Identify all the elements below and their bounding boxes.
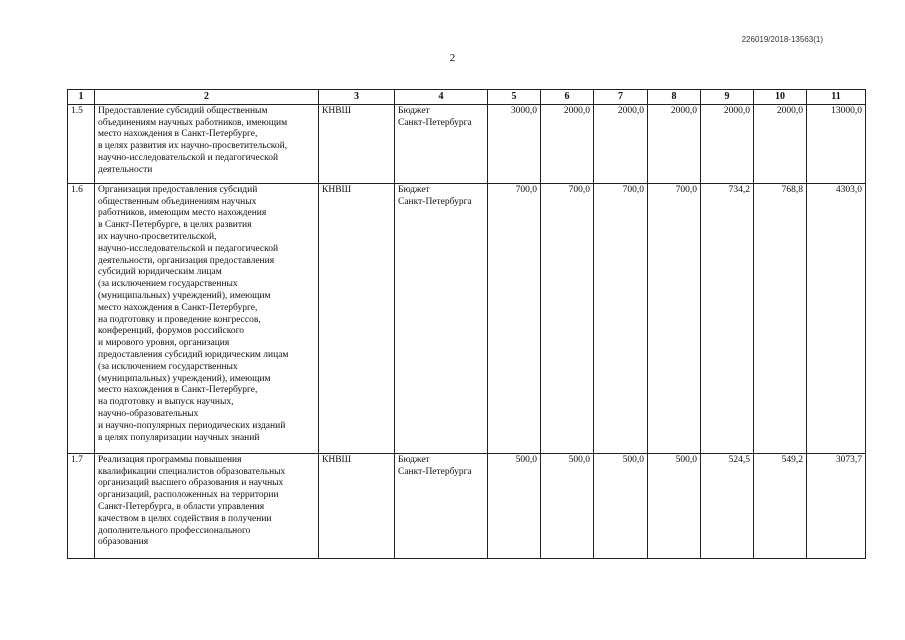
description-line: квалификации специалистов образовательных: [98, 466, 286, 477]
description-line: научно-исследовательской и педагогической: [98, 243, 279, 254]
row-description: [95, 104, 319, 183]
description-line: деятельности: [98, 164, 153, 175]
value-cell: 549,2: [754, 453, 807, 558]
description-line: и мирового уровня, организация: [98, 338, 230, 349]
description-line: их научно-просветительской,: [98, 231, 217, 242]
description-line: в Санкт-Петербурге, в целях развития: [98, 220, 252, 231]
description-line: конференций, форумов российского: [98, 326, 245, 337]
value-cell: 768,8: [754, 183, 807, 453]
table-row: [68, 183, 866, 453]
row-source: [395, 183, 488, 453]
description-line: Организация предоставления субсидий: [98, 184, 258, 195]
description-line: (за исключением государственных: [98, 361, 238, 372]
column-header: 11: [807, 90, 866, 105]
value-cell: 2000,0: [648, 104, 701, 183]
description-line: качеством в целях содействия в получении: [98, 513, 272, 524]
description-line: место нахождения в Санкт-Петербурге,: [98, 302, 258, 313]
description-line: (за исключением государственных: [98, 279, 238, 290]
description-line: работников, имеющим место нахождения: [98, 208, 267, 219]
total-cell: 13000,0: [807, 104, 866, 183]
description-line: (муниципальных) учреждений), имеющим: [98, 290, 271, 301]
row-description: [95, 183, 319, 453]
description-line: предоставления субсидий юридическим лицам: [98, 349, 289, 360]
description-line: в целях развития их научно-просветительской,: [98, 141, 288, 152]
total-cell: 4303,0: [807, 183, 866, 453]
value-cell: 2000,0: [541, 104, 594, 183]
value-cell: 500,0: [541, 453, 594, 558]
description-line: научно-исследовательской и педагогической: [98, 152, 279, 163]
description-line: место нахождения в Санкт-Петербурге,: [98, 385, 258, 396]
description-line: и научно-популярных периодических изданий: [98, 420, 286, 431]
description-line: Предоставление субсидий общественным: [98, 105, 268, 116]
column-header: 10: [754, 90, 807, 105]
column-header: 5: [488, 90, 541, 105]
column-header: 2: [95, 90, 319, 105]
source-line: Санкт-Петербурга: [398, 196, 472, 207]
column-header: 9: [701, 90, 754, 105]
row-executor: КНВШ: [319, 453, 395, 558]
row-executor: КНВШ: [319, 183, 395, 453]
value-cell: 2000,0: [754, 104, 807, 183]
value-cell: 524,5: [701, 453, 754, 558]
column-header: 1: [68, 90, 95, 105]
description-line: организаций, расположенных на территории: [98, 490, 279, 501]
value-cell: 3000,0: [488, 104, 541, 183]
table-row: [68, 104, 866, 183]
row-source: [395, 453, 488, 558]
description-line: организаций высшего образования и научных: [98, 478, 284, 489]
description-line: образования: [98, 537, 149, 548]
column-header: 3: [319, 90, 395, 105]
description-line: на подготовку и выпуск научных,: [98, 397, 234, 408]
description-line: Реализация программы повышения: [98, 454, 242, 465]
source-line: Санкт-Петербурга: [398, 117, 472, 128]
description-line: на подготовку и проведение конгрессов,: [98, 314, 261, 325]
column-header: 8: [648, 90, 701, 105]
value-cell: 700,0: [488, 183, 541, 453]
description-line: Санкт-Петербурга, в области управления: [98, 501, 265, 512]
row-executor: КНВШ: [319, 104, 395, 183]
description-line: общественным объединениям научных: [98, 196, 257, 207]
program-table: [67, 89, 866, 559]
row-description: [95, 453, 319, 558]
value-cell: 2000,0: [701, 104, 754, 183]
description-line: в целях популяризации научных знаний: [98, 432, 260, 443]
row-index: 1.6: [68, 183, 95, 453]
value-cell: 2000,0: [594, 104, 648, 183]
page-number: 2: [449, 52, 456, 64]
table-row: [68, 453, 866, 558]
value-cell: 700,0: [541, 183, 594, 453]
value-cell: 700,0: [648, 183, 701, 453]
value-cell: 500,0: [488, 453, 541, 558]
source-line: Бюджет: [398, 184, 430, 195]
description-line: деятельности, организация предоставления: [98, 255, 275, 266]
source-line: Бюджет: [398, 105, 430, 116]
column-header: 6: [541, 90, 594, 105]
row-index: 1.5: [68, 104, 95, 183]
description-line: научно-образовательных: [98, 408, 199, 419]
total-cell: 3073,7: [807, 453, 866, 558]
value-cell: 734,2: [701, 183, 754, 453]
document-id: 226019/2018-13563(1): [741, 35, 823, 44]
source-line: Бюджет: [398, 454, 430, 465]
description-line: (муниципальных) учреждений), имеющим: [98, 373, 271, 384]
column-header: 4: [395, 90, 488, 105]
source-line: Санкт-Петербурга: [398, 466, 472, 477]
value-cell: 500,0: [648, 453, 701, 558]
description-line: место нахождения в Санкт-Петербурге,: [98, 129, 258, 140]
row-index: 1.7: [68, 453, 95, 558]
row-source: [395, 104, 488, 183]
description-line: субсидий юридическим лицам: [98, 267, 222, 278]
description-line: дополнительного профессионального: [98, 525, 251, 536]
value-cell: 700,0: [594, 183, 648, 453]
column-header: 7: [594, 90, 648, 105]
value-cell: 500,0: [594, 453, 648, 558]
header-row: [68, 90, 866, 105]
description-line: объединениям научных работников, имеющим: [98, 117, 288, 128]
